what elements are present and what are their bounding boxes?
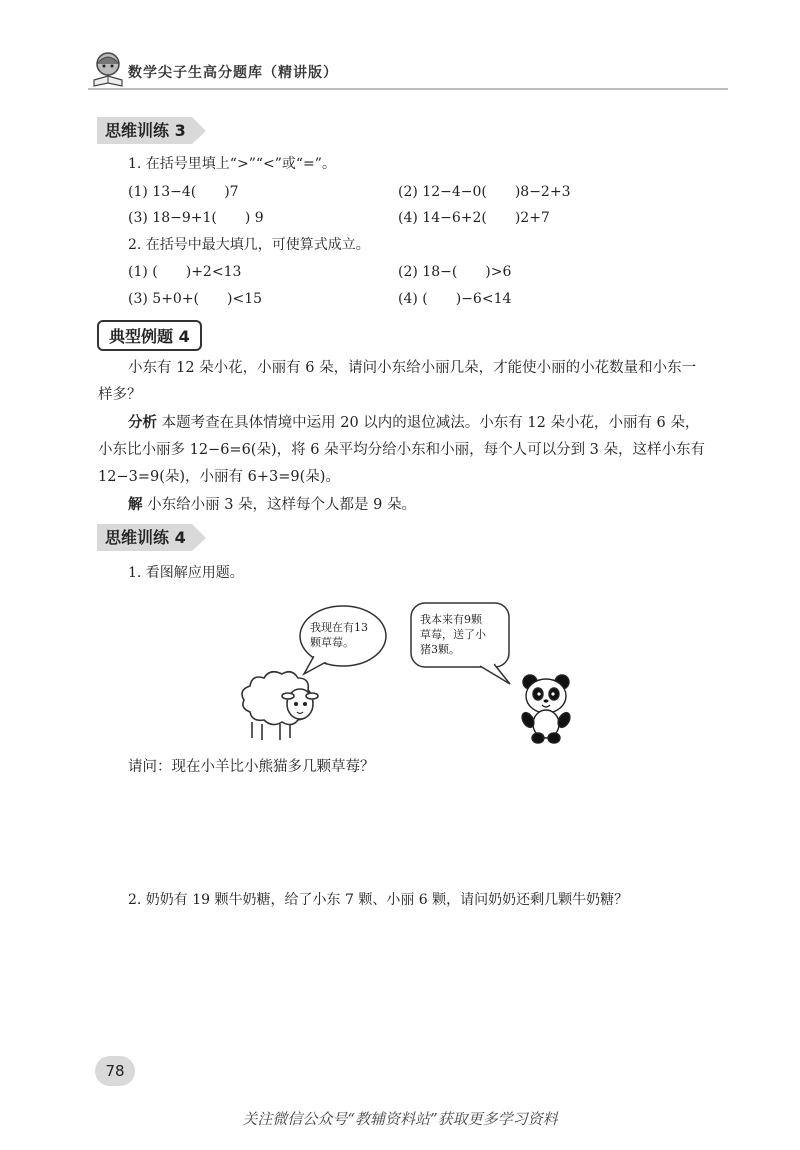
example4-analysis-line3: 12−3=9(朵)，小丽有 6+3=9(朵)。 bbox=[98, 469, 340, 485]
panda-speech-bubble bbox=[410, 602, 510, 682]
training4-q1-question: 请问：现在小羊比小熊猫多几颗草莓？ bbox=[128, 759, 375, 775]
example4-solution bbox=[128, 492, 416, 519]
tag-arrow-icon bbox=[192, 117, 206, 144]
training3-q1-item: (2) 12−4−0( )8−2+3 bbox=[398, 184, 571, 200]
training3-q1-item: (4) 14−6+2( )2+7 bbox=[398, 210, 550, 226]
girl-reading-icon bbox=[90, 50, 126, 88]
book-title: 数学尖子生高分题库（精讲版） bbox=[128, 65, 338, 81]
example4-analysis-line2: 小东比小丽多 12−6=6(朵)，将 6 朵平均分给小东和小丽，每个人可以分到 3 朵，这样小东有 bbox=[98, 442, 706, 458]
training3-q2-item: (4) ( )−6<14 bbox=[398, 291, 512, 307]
training3-q1-item: (1) 13−4( )7 bbox=[128, 184, 239, 200]
example4-analysis-line1 bbox=[128, 410, 699, 437]
training3-q1-item: (3) 18−9+1( ) 9 bbox=[128, 210, 264, 226]
training4-q2-title: 2. 奶奶有 19 颗牛奶糖，给了小东 7 颗、小丽 6 颗，请问奶奶还剩几颗牛奶糖？ bbox=[128, 892, 629, 908]
training3-q2-item: (2) 18−( )>6 bbox=[398, 264, 512, 280]
header-mascot bbox=[90, 50, 126, 88]
training3-q2-title: 2. 在括号中最大填几，可使算式成立。 bbox=[128, 237, 370, 253]
solution-label: 解 bbox=[128, 497, 143, 513]
training4-q1-title: 1. 看图解应用题。 bbox=[128, 565, 244, 581]
panda-illustration bbox=[518, 672, 574, 744]
sheep-speech-bubble bbox=[298, 604, 388, 668]
training3-tag-label: 思维训练 3 bbox=[97, 117, 192, 144]
tag-arrow-icon bbox=[192, 524, 206, 551]
panda-speech-text: 我本来有9颗草莓，送了小猪3颗。 bbox=[420, 613, 486, 656]
training3-tag bbox=[97, 117, 206, 144]
footer-note: 关注微信公众号“教辅资料站”获取更多学习资料 bbox=[242, 1110, 558, 1128]
training3-q2-item: (3) 5+0+( )<15 bbox=[128, 291, 263, 307]
sheep-icon bbox=[234, 670, 320, 744]
training3-q1-title: 1. 在括号里填上“>”“<”或“=”。 bbox=[128, 156, 336, 172]
example4-tag: 典型例题 4 bbox=[97, 320, 202, 351]
training3-q2-item: (1) ( )+2<13 bbox=[128, 264, 242, 280]
panda-icon bbox=[518, 672, 574, 744]
solution-text: 小东给小丽 3 朵，这样每个人都是 9 朵。 bbox=[147, 497, 416, 513]
example4-problem-line1: 小东有 12 朵小花，小丽有 6 朵，请问小东给小丽几朵，才能使小丽的小花数量和小东一 bbox=[128, 360, 697, 376]
training4-tag bbox=[97, 524, 206, 551]
sheep-speech-text: 我现在有13颗草莓。 bbox=[310, 621, 368, 649]
page-number: 78 bbox=[95, 1056, 135, 1086]
analysis-text: 本题考查在具体情境中运用 20 以内的退位减法。小东有 12 朵小花，小丽有 6 朵， bbox=[161, 415, 700, 431]
header-divider bbox=[88, 88, 728, 90]
sheep-illustration bbox=[234, 670, 320, 744]
training4-tag-label: 思维训练 4 bbox=[97, 524, 192, 551]
analysis-label: 分析 bbox=[128, 415, 157, 431]
example4-problem-line2: 样多？ bbox=[98, 387, 142, 403]
